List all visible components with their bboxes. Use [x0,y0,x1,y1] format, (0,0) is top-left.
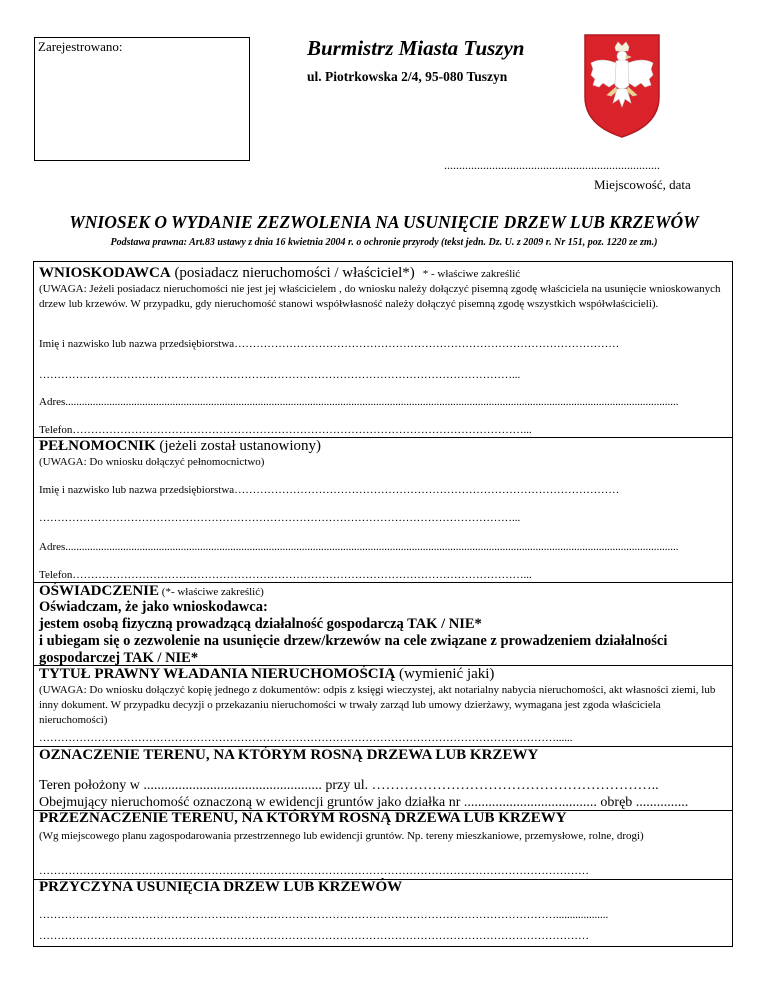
legal-basis: Podstawa prawna: Art.83 ustawy z dnia 16 kwietnia 2004 r. o ochronie przyrody (tekst jedn. Dz. U. z 2009 r. Nr 151, poz. 1220 ze zm.) [110,237,658,248]
applicant-note: (UWAGA: Jeżeli posiadacz nieruchomości nie jest jej właścicielem , do wniosku należy dołączyć pisemną zgodę właściciela na usunięcie wnioskowanych drzew lub krzewów. W przypadku, gdy nieruchomość stanowi współwłasność należy dołączyć pisemną zgodę wszystkich współwłaścicieli). [39,283,721,310]
declaration-heading-suffix: (*- właściwe zakreślić) [159,586,264,598]
proxy-phone-field[interactable] [39,569,729,581]
proxy-heading-line [39,437,321,455]
declaration-line-2[interactable]: jestem osobą fizyczną prowadzącą działalność gospodarczą TAK / NIE* [39,616,482,632]
proxy-name-dots: …………………………………………………………………………………………… [234,484,620,496]
declaration-line-4[interactable]: gospodarczej TAK / NIE* [39,650,199,666]
applicant-address-dots: ............................................................................................................................................................................................................................... [65,396,679,408]
land-heading: OZNACZENIE TERENU, NA KTÓRYM ROSNĄ DRZEWA LUB KRZEWY [39,747,539,763]
reason-field-2[interactable]: …………………………………………………………………………………………………………………………………… [39,930,589,942]
place-date-label: Miejscowość, data [594,177,691,192]
reason-field-1[interactable]: ……………………………………………………………………………………………………………………………................... [39,909,609,921]
place-date-field[interactable]: ........................................................................ [444,158,660,172]
land-location-field[interactable]: Teren położony w ................................................... przy ul. …………………………………………………….. [39,778,659,793]
declaration-heading-line [39,582,264,600]
proxy-name-field-2[interactable]: …………………………………………………………………………………………………………………... [39,512,521,524]
applicant-heading: WNIOSKODAWCA [39,265,171,281]
reason-heading: PRZYCZYNA USUNIĘCIA DRZEW LUB KRZEWÓW [39,879,403,895]
purpose-note: (Wg miejscowego planu zagospodarowania przestrzennego lub ewidencji gruntów. Np. tereny mieszkaniowe, przemysłowe, rolne, drogi) [39,830,644,842]
applicant-heading-suffix: (posiadacz nieruchomości / właściciel*) [170,265,415,281]
proxy-name-field[interactable] [39,484,619,496]
land-parcel-field[interactable]: Obejmujący nieruchomość oznaczoną w ewidencji gruntów jako działka nr ...................................... obręb ............... [39,795,689,810]
proxy-name-label: Imię i nazwisko lub nazwa przedsiębiorstwa [39,484,235,496]
applicant-phone-label: Telefon [39,424,73,436]
proxy-address-field[interactable] [39,541,729,553]
proxy-phone-dots: ……………………………………………………………………………………………………………... [72,569,532,581]
applicant-phone-dots: ……………………………………………………………………………………………………………... [72,424,532,436]
proxy-heading-suffix: (jeżeli został ustanowiony) [155,438,322,454]
applicant-address-label: Adres [39,396,66,408]
registration-box [34,37,250,161]
proxy-phone-label: Telefon [39,569,73,581]
proxy-heading: PEŁNOMOCNIK [39,438,156,454]
purpose-heading: PRZEZNACZENIE TERENU, NA KTÓRYM ROSNĄ DRZEWA LUB KRZEWY [39,810,567,826]
applicant-address-field[interactable] [39,396,729,408]
proxy-note: (UWAGA: Do wniosku dołączyć pełnomocnictwo) [39,456,265,468]
declaration-line-1: Oświadczam, że jako wnioskodawca: [39,599,268,615]
proxy-address-label: Adres [39,541,66,553]
proxy-address-dots: ............................................................................................................................................................................................................................... [65,541,679,553]
document-title: WNIOSEK O WYDANIE ZEZWOLENIA NA USUNIĘCIE DRZEW LUB KRZEWÓW [69,212,699,232]
title-deed-heading-line [39,665,494,683]
applicant-name-field-2[interactable]: …………………………………………………………………………………………………………………... [39,369,521,381]
applicant-heading-line [39,264,520,282]
white-eagle-crest-icon [583,33,661,139]
applicant-name-field[interactable] [39,338,619,350]
title-deed-note: (UWAGA: Do wniosku dołączyć kopię jednego z dokumentów: odpis z księgi wieczystej, akt notarialny nabycia nieruchomości, akt własności ziemi, lub inny dokument. W przypadku decyzji o przekazaniu nieruchomości w trwały zarząd lub umowy dzierżawy, wymagana jest zgoda właściciela nieruchomości) [39,684,716,726]
registration-label: Zarejestrowano: [38,39,123,54]
applicant-name-label: Imię i nazwisko lub nazwa przedsiębiorstwa [39,338,235,350]
declaration-heading: OŚWIADCZENIE [39,583,160,599]
applicant-name-dots: …………………………………………………………………………………………… [234,338,620,350]
declaration-line-3: i ubiegam się o zezwolenie na usunięcie drzew/krzewów na cele związane z prowadzeniem działalności [39,633,668,649]
applicant-footnote: * - właściwe zakreślić [422,268,521,280]
title-deed-heading: TYTUŁ PRAWNY WŁADANIA NIERUCHOMOŚCIĄ [39,666,396,682]
purpose-field[interactable]: …………………………………………………………………………………………………………………………………… [39,865,589,877]
application-form [33,261,733,947]
applicant-phone-field[interactable] [39,424,729,436]
office-title: Burmistrz Miasta Tuszyn [307,36,525,60]
office-address: ul. Piotrkowska 2/4, 95-080 Tuszyn [307,69,508,84]
title-deed-heading-suffix: (wymienić jaki) [395,666,495,682]
title-deed-field[interactable]: ……………………………………………………………………………………………………………………………...... [39,732,573,744]
